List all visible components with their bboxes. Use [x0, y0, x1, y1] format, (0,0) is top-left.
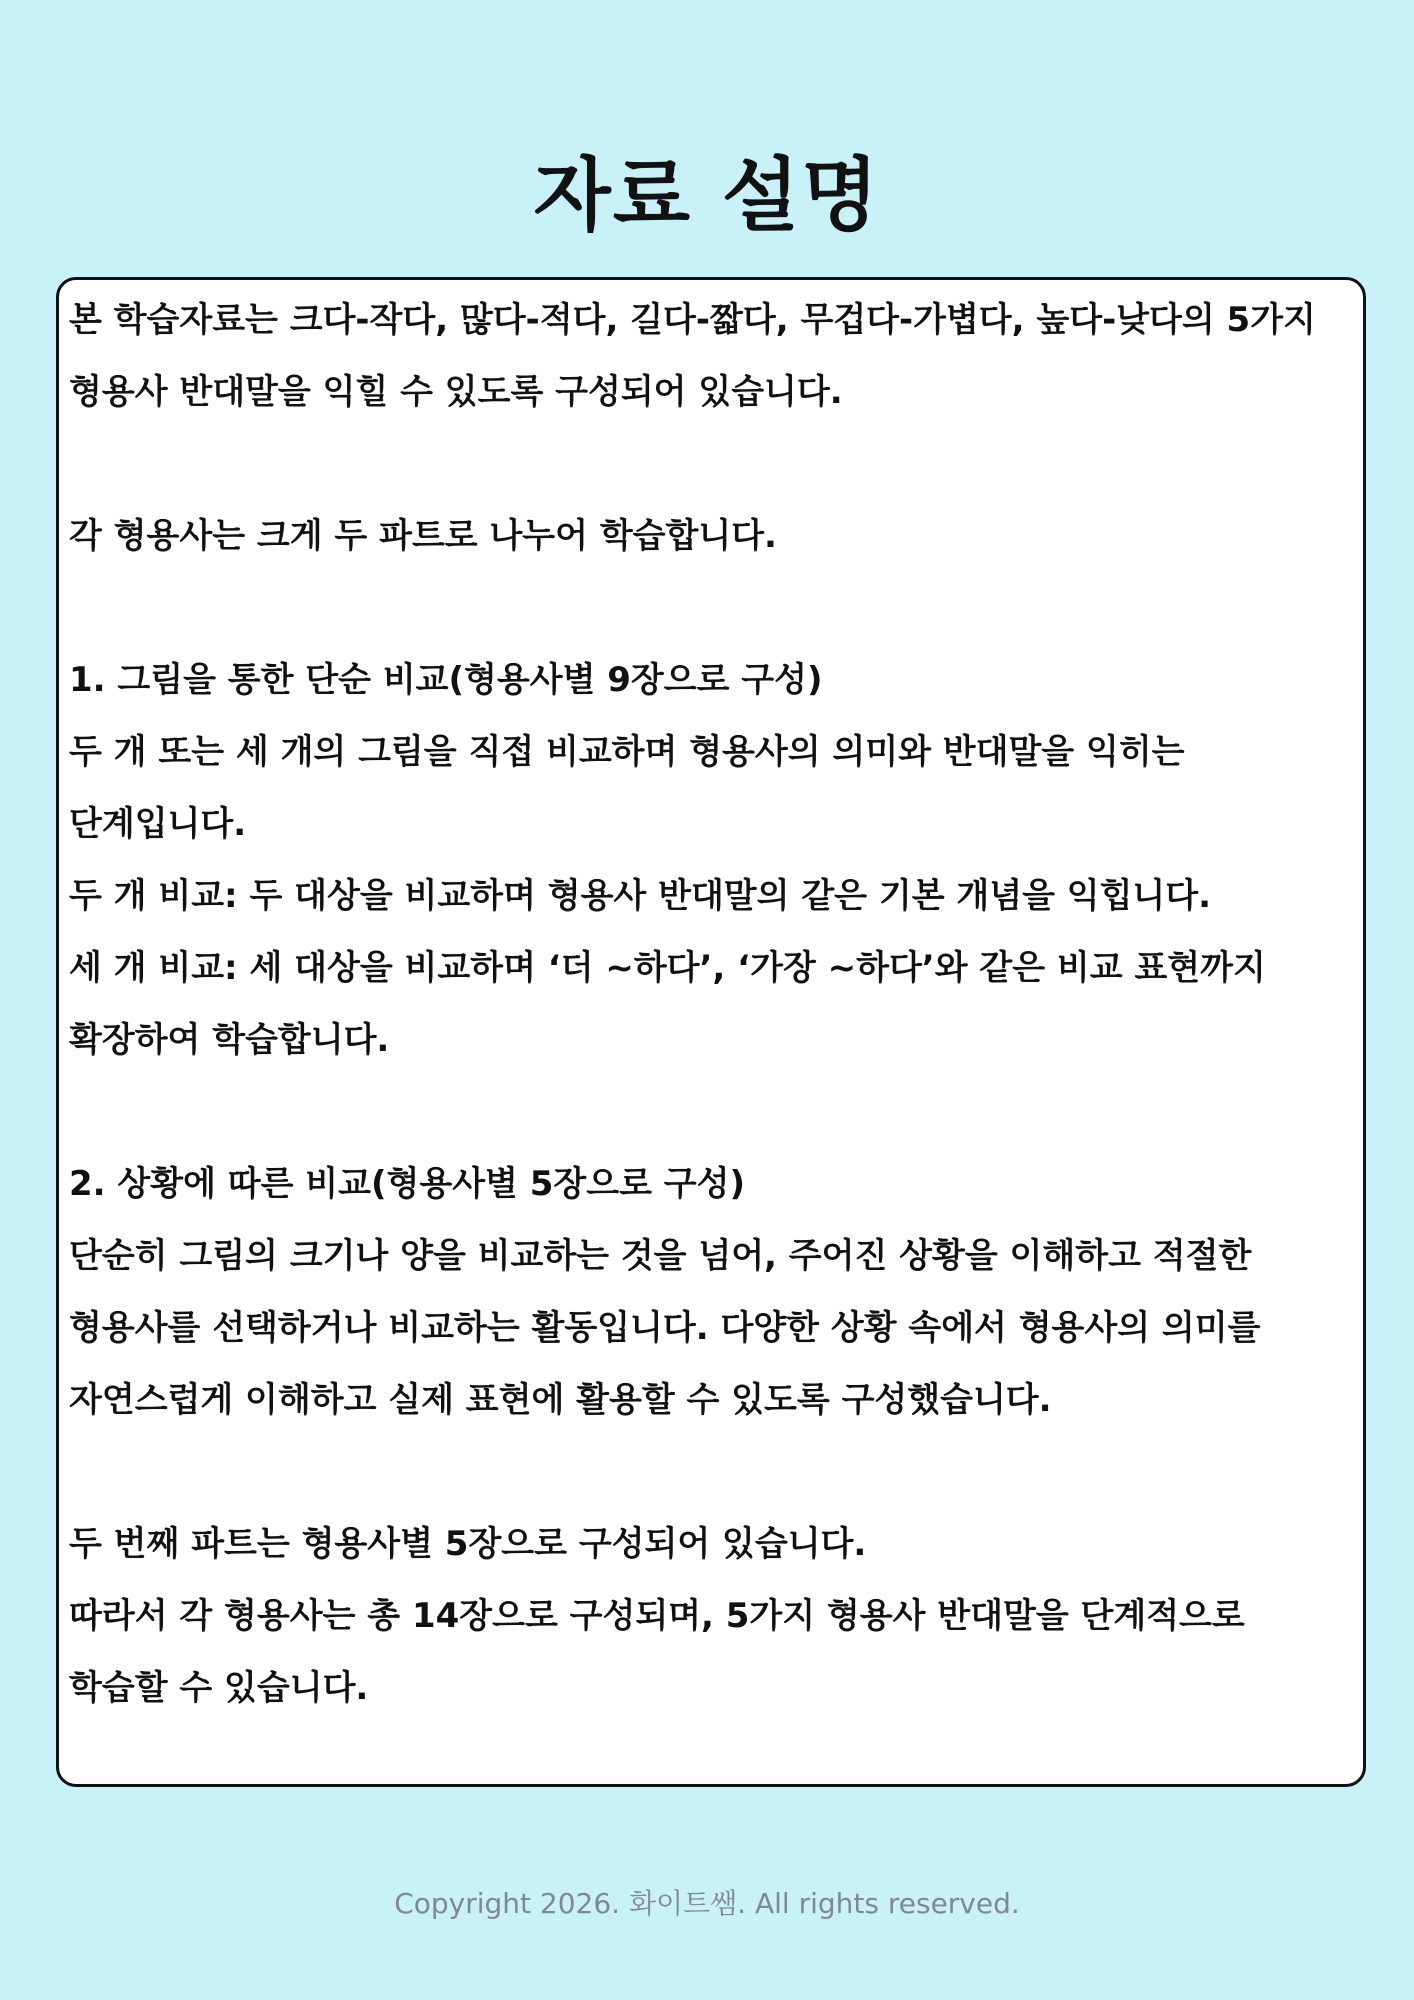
- intro-paragraph: 본 학습자료는 크다-작다, 많다-적다, 길다-짧다, 무겁다-가볍다, 높다-낮다의 5가지 형용사 반대말을 익힐 수 있도록 구성되어 있습니다.: [69, 300, 1316, 412]
- paragraph-gap: [69, 1436, 1351, 1508]
- description-box: [56, 277, 1366, 1787]
- paragraph-gap: [69, 1076, 1351, 1148]
- paragraph-gap: [69, 428, 1351, 500]
- part1-description: 두 개 또는 세 개의 그림을 직접 비교하며 형용사의 의미와 반대말을 익히는 단계입니다.: [69, 732, 1185, 844]
- part1-two-compare: 두 개 비교: 두 대상을 비교하며 형용사 반대말의 같은 기본 개념을 익힙니다.: [69, 876, 1212, 916]
- summary-line-2: 따라서 각 형용사는 총 14장으로 구성되며, 5가지 형용사 반대말을 단계적으로 학습할 수 있습니다.: [69, 1596, 1245, 1708]
- part2-description: 단순히 그림의 크기나 양을 비교하는 것을 넘어, 주어진 상황을 이해하고 적절한 형용사를 선택하거나 비교하는 활동입니다. 다양한 상황 속에서 형용사의 의미를 자연스럽게 이해하고 실제 표현에 활용할 수 있도록 구성했습니다.: [69, 1236, 1261, 1420]
- part2-heading: 2. 상황에 따른 비교(형용사별 5장으로 구성): [69, 1164, 745, 1204]
- page-title: 자료 설명: [533, 148, 881, 242]
- summary-line-1: 두 번째 파트는 형용사별 5장으로 구성되어 있습니다.: [69, 1524, 867, 1564]
- parts-intro-paragraph: 각 형용사는 크게 두 파트로 나누어 학습합니다.: [69, 516, 777, 556]
- part1-three-compare: 세 개 비교: 세 대상을 비교하며 ‘더 ~하다’, ‘가장 ~하다’와 같은 비교 표현까지 확장하여 학습합니다.: [69, 948, 1266, 1060]
- paragraph-gap: [69, 572, 1351, 644]
- part1-heading: 1. 그림을 통한 단순 비교(형용사별 9장으로 구성): [69, 660, 823, 700]
- copyright-footer: Copyright 2026. 화이트쌤. All rights reserved.: [394, 1887, 1020, 1920]
